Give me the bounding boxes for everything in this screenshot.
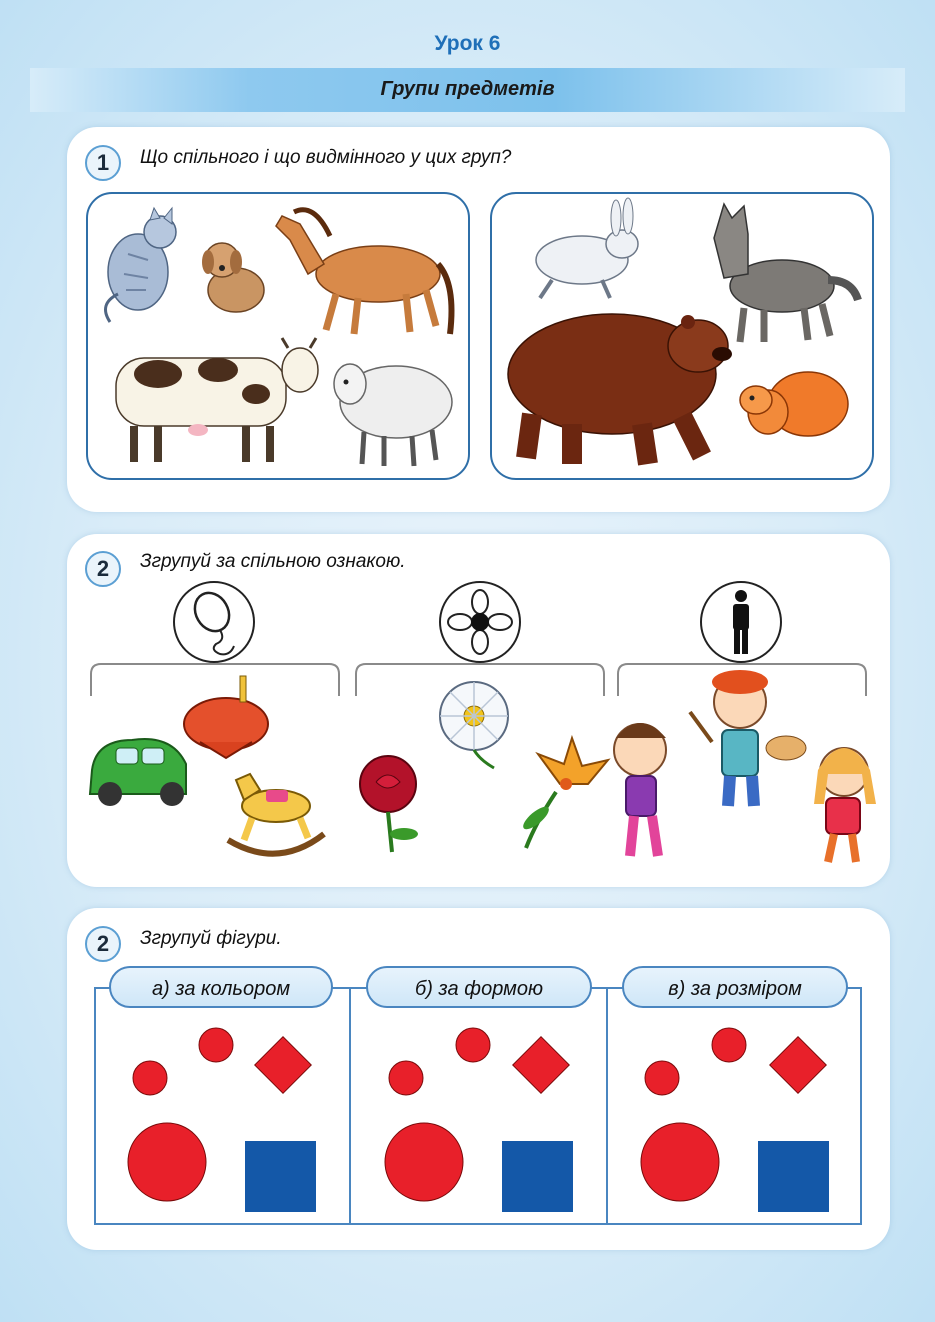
task3-text: Згрупуй фігури. bbox=[140, 928, 282, 949]
cat-icon bbox=[106, 208, 177, 322]
hare-icon bbox=[536, 198, 638, 298]
domestic-animals-box bbox=[86, 192, 470, 480]
horse-icon bbox=[276, 210, 452, 334]
shape-sort-divider bbox=[349, 987, 351, 1225]
bear-icon bbox=[508, 314, 732, 464]
task2-text: Згрупуй за спільною ознакою. bbox=[140, 551, 406, 572]
task1-number: 1 bbox=[85, 145, 121, 181]
squirrel-icon bbox=[740, 372, 848, 436]
group-by-size-label: в) за розміром bbox=[622, 966, 848, 1008]
sheep-icon bbox=[334, 364, 452, 466]
cow-icon bbox=[116, 338, 318, 462]
shape-sort-frame bbox=[94, 987, 862, 1225]
wolf-icon bbox=[714, 204, 858, 342]
task2-number: 2 bbox=[85, 551, 121, 587]
lesson-title: Урок 6 bbox=[434, 32, 501, 55]
shape-sort-divider bbox=[606, 987, 608, 1225]
puppy-icon bbox=[202, 243, 264, 312]
task3-number: 2 bbox=[85, 926, 121, 962]
wild-animals-box bbox=[490, 192, 874, 480]
task2-panel bbox=[67, 534, 890, 887]
task1-text: Що спільного і що видмінного у цих груп? bbox=[140, 147, 512, 168]
group-by-shape-label: б) за формою bbox=[366, 966, 592, 1008]
topic-title: Групи предметів bbox=[380, 78, 555, 100]
group-by-color-label: а) за кольором bbox=[109, 966, 333, 1008]
